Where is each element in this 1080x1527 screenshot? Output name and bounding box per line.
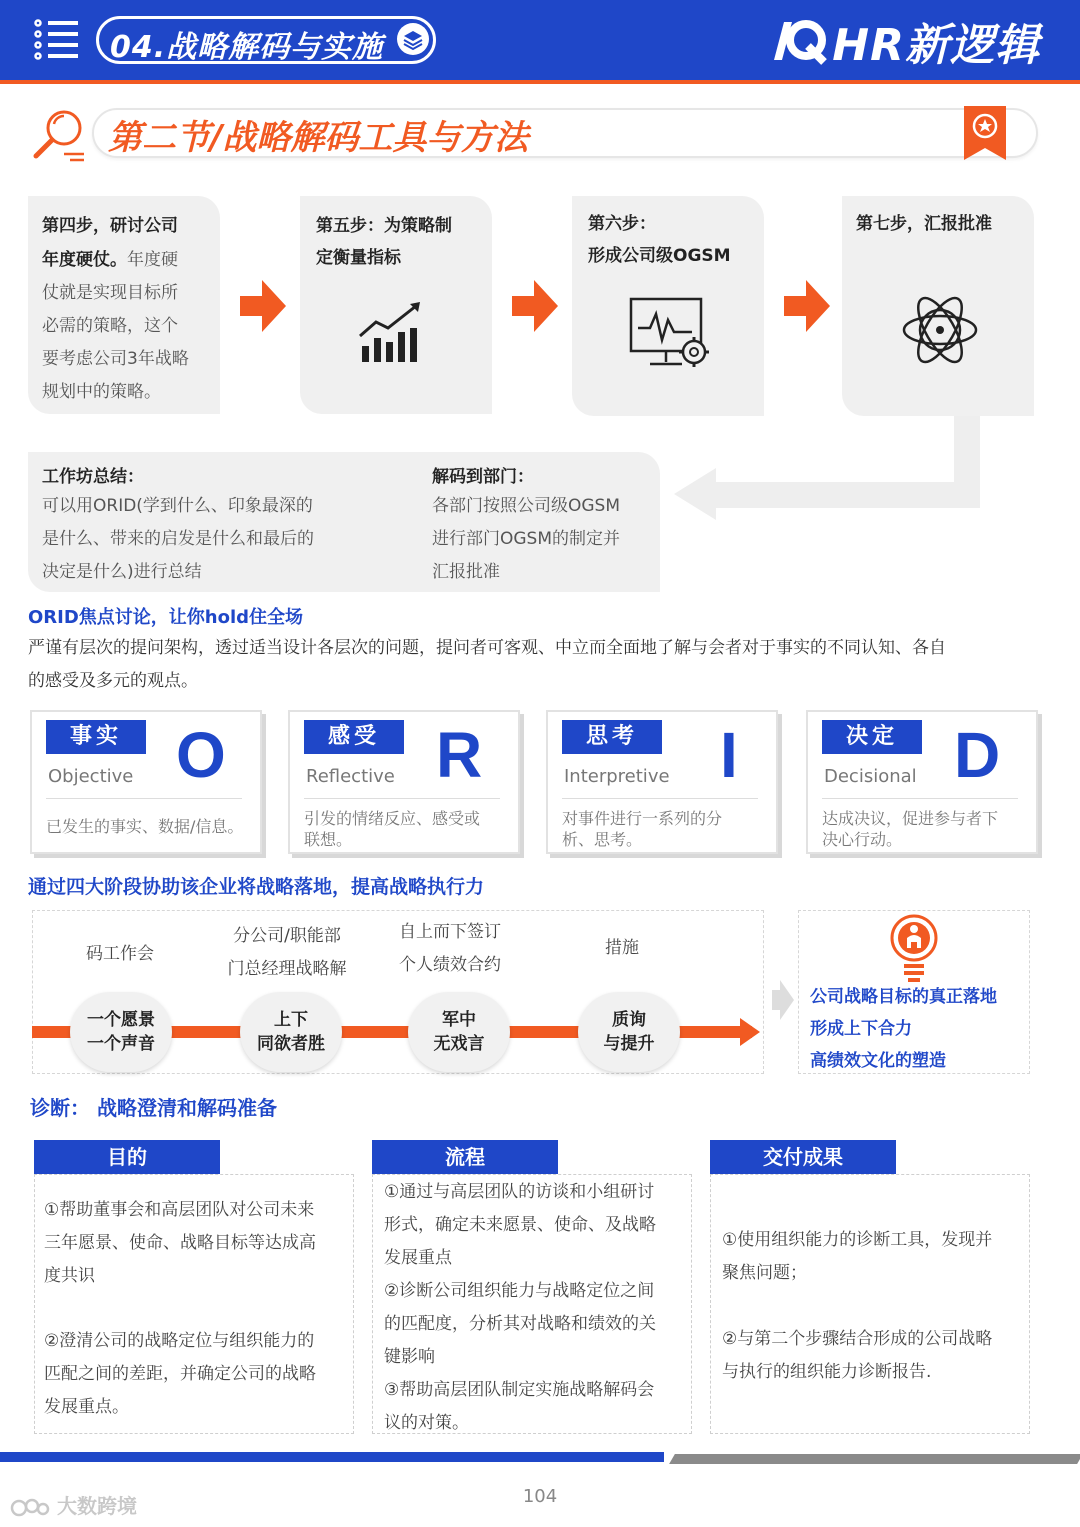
stage-circle-line: 无戏言 [433,1034,485,1054]
stage-label-line: 门总经理战略解 [227,959,347,979]
diag-purpose-text [44,1194,348,1424]
orid-english: Decisional [824,766,917,787]
orid-tag: 决定 [822,720,922,754]
stage-circle-line: 质询 [612,1010,646,1030]
orid-paragraph-line: 的感受及多元的观点。 [28,671,198,691]
orid-paragraph [28,632,1028,698]
orid-heading: ORID焦点讨论，让你hold住全场 [28,607,304,628]
diagnosis-heading: 诊断： 战略澄清和解码准备 [30,1096,277,1120]
orid-english: Reflective [306,766,395,787]
orid-card-objective [30,710,262,854]
diag-line: 形式，确定未来愿景、使命、及战略 [384,1215,656,1235]
step5-title-line1: 第五步：为策略制 [316,216,452,236]
award-ribbon-icon [964,106,1006,160]
layers-icon [396,22,430,56]
step4-body-line: 规划中的策略。 [42,382,161,402]
stage-label-line: 自上而下签订 [399,922,501,942]
orid-tag: 感受 [304,720,404,754]
arrow-right-icon [512,280,558,332]
stage-circle [70,992,172,1072]
orid-divider [822,798,1018,799]
magnifier-icon [30,106,90,162]
stage-circle-line: 一个声音 [87,1034,155,1054]
stage-circle-line: 上下 [274,1010,308,1030]
stage-circle [578,992,680,1072]
step5-title-line2: 定衡量指标 [316,248,401,268]
diag-line: 三年愿景、使命、战略目标等达成高 [44,1233,316,1253]
stage-label [384,916,516,982]
orid-description: 对事件进行一系列的分析、思考。 [562,809,723,849]
orid-divider [304,798,500,799]
diag-line: ①帮助董事会和高层团队对公司未来 [44,1200,315,1220]
diag-line: 发展重点 [384,1248,452,1268]
arrow-right-icon [240,280,286,332]
diag-line: ②澄清公司的战略定位与组织能力的 [44,1331,315,1351]
stage-label [214,920,360,986]
decode-dept-line: 汇报批准 [432,562,500,582]
stage-circle [408,992,510,1072]
step6-title-line1: 第六步： [588,214,656,234]
diag-deliverables-text [722,1224,1026,1389]
step4-title: 第四步，研讨公司 [42,216,178,236]
workshop-summary-line: 可以用ORID(学到什么、印象最深的 [42,496,313,516]
diag-line: 键影响 [384,1347,435,1367]
step4-card [28,196,220,414]
orid-card-decisional [806,710,1038,854]
result-line: 公司战略目标的真正落地 [810,987,997,1007]
timeline-arrowhead-icon [740,1018,760,1046]
stages-heading: 通过四大阶段协助该企业将战略落地，提高战略执行力 [28,876,485,898]
diag-spacer [44,1293,348,1325]
diag-process-text [384,1176,688,1440]
orid-paragraph-line: 严谨有层次的提问架构，透过适当设计各层次的问题，提问者可客观、中立而全面地了解与会者对于事实的不同认知、各自 [28,638,946,658]
step7-card [842,196,1034,416]
diag-tab-deliverables: 交付成果 [710,1140,896,1174]
diag-spacer [722,1290,1026,1323]
brand-logo-icon [770,16,828,66]
stage-label [582,932,662,965]
step7-title: 第七步，汇报批准 [856,214,992,234]
stage-circle [240,992,342,1072]
diag-tab-process: 流程 [372,1140,558,1174]
diag-line: ②与第二个步骤结合形成的公司战略 [722,1329,993,1349]
orid-divider [562,798,758,799]
step4-body-inline: 年度硬 [127,250,178,270]
stage-circle-line: 军中 [442,1010,476,1030]
step5-card [300,196,492,414]
watermark [10,1490,137,1519]
stage-label [70,938,170,971]
return-arrow-icon [674,416,984,520]
decode-dept-title: 解码到部门： [432,467,534,487]
workshop-summary-line: 是什么、带来的启发是什么和最后的 [42,529,314,549]
diag-line: ②诊断公司组织能力与战略定位之间 [384,1281,655,1301]
orid-letter: R [436,719,483,791]
brand-name: HR新逻辑 [832,20,1040,71]
stage-label-line: 码工作会 [86,944,154,964]
orid-english: Objective [48,766,134,787]
stage-circle-line: 同欲者胜 [257,1034,325,1054]
step4-title-b: 年度硬仗。 [42,250,127,270]
diag-line: 发展重点。 [44,1397,129,1417]
watermark-logo-icon [10,1497,50,1519]
orid-english: Interpretive [564,766,670,787]
footer-blue-bar [0,1452,664,1462]
step4-body-line: 必需的策略，这个 [42,316,178,336]
diag-line: 匹配之间的差距，并确定公司的战略 [44,1364,316,1384]
orid-tag: 思考 [562,720,662,754]
list-menu-icon [34,18,80,62]
stage-label-line: 措施 [605,938,639,958]
result-line: 高绩效文化的塑造 [810,1051,946,1071]
orid-description: 已发生的事实、数据/信息。 [46,817,244,836]
diag-line: ①通过与高层团队的访谈和小组研讨 [384,1182,655,1202]
orid-card-reflective [288,710,520,854]
arrow-right-icon [784,280,830,332]
growth-chart-icon [358,300,428,362]
brand [770,14,1040,71]
step4-body-line: 仗就是实现目标所 [42,283,178,303]
orid-letter: I [720,719,738,791]
diag-line: 度共识 [44,1266,95,1286]
step6-title-line2: 形成公司级OGSM [588,246,731,266]
diag-line: 聚焦问题； [722,1263,807,1283]
diag-line: ③帮助高层团队制定实施战略解码会 [384,1380,655,1400]
diag-line: 的匹配度，分析其对战略和绩效的关 [384,1314,656,1334]
stage-label-line: 个人绩效合约 [399,955,501,975]
atom-icon [900,290,980,370]
orid-description: 达成决议，促进参与者下决心行动。 [822,809,999,849]
stage-circle-line: 与提升 [603,1034,655,1054]
step6-card [572,196,764,416]
watermark-text: 大数跨境 [56,1494,137,1518]
diag-line: ①使用组织能力的诊断工具，发现并 [722,1230,993,1250]
decode-dept-line: 进行部门OGSM的制定并 [432,529,621,549]
result-line: 形成上下合力 [810,1019,912,1039]
section-title: 第二节/战略解码工具与方法 [108,118,529,158]
arrow-right-icon [772,980,794,1020]
stage-circle-line: 一个愿景 [87,1010,155,1030]
orid-tag: 事实 [46,720,146,754]
orid-letter: O [176,719,226,791]
lightbulb-person-icon [884,914,944,984]
workshop-summary-title: 工作坊总结： [42,467,144,487]
footer-gray-bar [669,1454,1080,1464]
orid-divider [46,798,242,799]
diag-tab-purpose: 目的 [34,1140,220,1174]
stage-label-line: 分公司/职能部 [233,926,341,946]
orid-letter: D [954,719,1001,791]
orid-description: 引发的情绪反应、感受或联想。 [304,809,481,849]
page-number: 104 [522,1486,558,1507]
workshop-summary-line: 决定是什么)进行总结 [42,562,202,582]
monitor-settings-icon [628,296,712,370]
header-accent-line [0,80,1080,84]
step4-body-line: 要考虑公司3年战略 [42,349,189,369]
chapter-title: 04.战略解码与实施 [110,30,384,65]
orid-card-interpretive [546,710,778,854]
diag-line: 与执行的组织能力诊断报告. [722,1362,932,1382]
decode-dept-line: 各部门按照公司级OGSM [432,496,621,516]
diag-line: 议的对策。 [384,1413,469,1433]
